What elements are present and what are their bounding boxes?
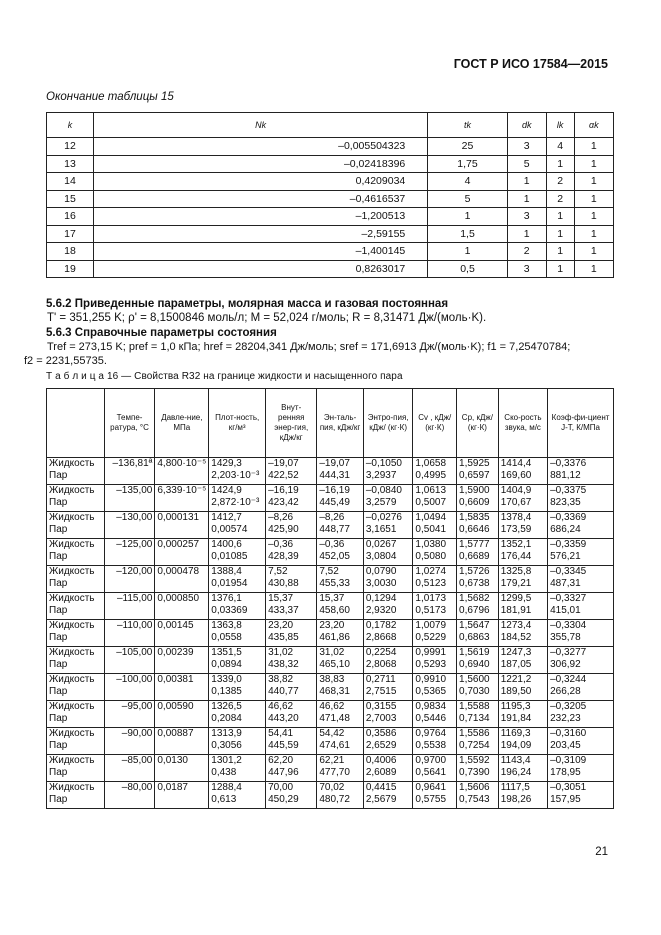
- table-15: [46, 112, 614, 278]
- table-cell: 1: [546, 243, 574, 261]
- column-header: lk: [546, 113, 574, 138]
- table-cell: 1352,1 176,44: [498, 539, 547, 566]
- table-cell: 0,00239: [155, 647, 209, 674]
- table-cell: 1299,5 181,91: [498, 593, 547, 620]
- table-cell: –2,59155: [94, 225, 428, 243]
- table-cell: 0,4415 2,5679: [363, 782, 413, 809]
- column-header: Nk: [94, 113, 428, 138]
- table-cell: –0,3304 355,78: [548, 620, 614, 647]
- table-row: [47, 458, 614, 485]
- table-cell: –0,3375 823,35: [548, 485, 614, 512]
- table-cell: 1376,1 0,03369: [209, 593, 266, 620]
- table-cell: 0,00887: [155, 728, 209, 755]
- table-cell: Жидкость Пар: [47, 755, 105, 782]
- table-row: [47, 620, 614, 647]
- table-cell: 70,00 450,29: [266, 782, 317, 809]
- table-cell: Жидкость Пар: [47, 647, 105, 674]
- column-header: Темпе-ратура, °С: [104, 389, 155, 458]
- table-cell: 13: [47, 155, 94, 173]
- table-cell: 1,5777 0,6689: [457, 539, 499, 566]
- table-cell: –105,00: [104, 647, 155, 674]
- table-cell: 0,9700 0,5641: [413, 755, 457, 782]
- table-cell: 1: [574, 173, 613, 191]
- table-16: [46, 388, 614, 809]
- column-header: Эн-таль-пия, кДж/кг: [317, 389, 363, 458]
- table-cell: 70,02 480,72: [317, 782, 363, 809]
- table-cell: 0,9910 0,5365: [413, 674, 457, 701]
- column-header: Плот-ность, кг/м³: [209, 389, 266, 458]
- table-cell: 0,00381: [155, 674, 209, 701]
- page-number: 21: [595, 846, 608, 858]
- table-cell: Жидкость Пар: [47, 674, 105, 701]
- table-cell: Жидкость Пар: [47, 620, 105, 647]
- table-cell: 23,20 435,85: [266, 620, 317, 647]
- table-cell: 1,0658 0,4995: [413, 458, 457, 485]
- table-cell: 0,4006 2,6089: [363, 755, 413, 782]
- table-cell: –0,3205 232,23: [548, 701, 614, 728]
- table-cell: 0,5: [428, 260, 507, 278]
- table-cell: Жидкость Пар: [47, 593, 105, 620]
- table-row: [47, 755, 614, 782]
- section-5-6-2: [46, 297, 616, 325]
- table-cell: 14: [47, 173, 94, 191]
- table-cell: 0,0267 3,0804: [363, 539, 413, 566]
- table-cell: –8,26 448,77: [317, 512, 363, 539]
- column-header: [47, 389, 105, 458]
- table-row: [47, 208, 614, 226]
- table-cell: 1424,9 2,872·10⁻³: [209, 485, 266, 512]
- table-row: [47, 674, 614, 701]
- table-caption: Окончание таблицы 15: [46, 91, 174, 103]
- table-cell: 1: [428, 208, 507, 226]
- table-16-header: [47, 389, 614, 458]
- table-cell: –110,00: [104, 620, 155, 647]
- table-cell: –0,3109 178,95: [548, 755, 614, 782]
- table-cell: 1,5600 0,7030: [457, 674, 499, 701]
- table-cell: 62,21 477,70: [317, 755, 363, 782]
- table-cell: –0,36 428,39: [266, 539, 317, 566]
- table-cell: 1,5925 0,6597: [457, 458, 499, 485]
- column-header: Давле-ние, МПа: [155, 389, 209, 458]
- column-header: dk: [507, 113, 546, 138]
- table-cell: 1169,3 194,09: [498, 728, 547, 755]
- table-cell: 1,5900 0,6609: [457, 485, 499, 512]
- table-cell: 0,9834 0,5446: [413, 701, 457, 728]
- table-cell: 17: [47, 225, 94, 243]
- table-cell: 1: [574, 208, 613, 226]
- table-cell: 1: [507, 225, 546, 243]
- table-cell: 1325,8 179,21: [498, 566, 547, 593]
- table-cell: –19,07 444,31: [317, 458, 363, 485]
- table-cell: 1,0380 0,5080: [413, 539, 457, 566]
- table-cell: 19: [47, 260, 94, 278]
- table-cell: 1,5588 0,7134: [457, 701, 499, 728]
- table-cell: 1,0274 0,5123: [413, 566, 457, 593]
- table-cell: –1,200513: [94, 208, 428, 226]
- table-cell: 1378,4 173,59: [498, 512, 547, 539]
- table-cell: –136,81ª: [104, 458, 155, 485]
- table-cell: –1,400145: [94, 243, 428, 261]
- table-cell: 18: [47, 243, 94, 261]
- table-cell: 1414,4 169,60: [498, 458, 547, 485]
- table-cell: 1: [574, 190, 613, 208]
- table-cell: 1247,3 187,05: [498, 647, 547, 674]
- table-cell: 62,20 447,96: [266, 755, 317, 782]
- table-cell: 1,5647 0,6863: [457, 620, 499, 647]
- table-cell: 1: [574, 225, 613, 243]
- table-row: [47, 260, 614, 278]
- document-header: ГОСТ Р ИСО 17584—2015: [453, 57, 608, 71]
- table-cell: –80,00: [104, 782, 155, 809]
- column-header: Коэф-фи-циент J-T, К/МПа: [548, 389, 614, 458]
- table-row: [47, 728, 614, 755]
- table-cell: –115,00: [104, 593, 155, 620]
- table-cell: 0,000478: [155, 566, 209, 593]
- table-cell: 1313,9 0,3056: [209, 728, 266, 755]
- table-cell: 1351,5 0,0894: [209, 647, 266, 674]
- table-cell: –0,3051 157,95: [548, 782, 614, 809]
- table-16-caption: Т а б л и ц а 16 — Свойства R32 на границе жидкости и насыщенного пара: [46, 371, 403, 382]
- table-cell: 12: [47, 138, 94, 156]
- table-row: [47, 173, 614, 191]
- table-cell: 5: [507, 155, 546, 173]
- table-row: [47, 566, 614, 593]
- table-cell: 0,000131: [155, 512, 209, 539]
- column-header: Внут-ренняя энер-гия, кДж/кг: [266, 389, 317, 458]
- table-cell: 1,0173 0,5173: [413, 593, 457, 620]
- table-cell: –130,00: [104, 512, 155, 539]
- table-cell: 1: [574, 260, 613, 278]
- table-15-header: [47, 113, 614, 138]
- table-row: [47, 782, 614, 809]
- table-cell: –125,00: [104, 539, 155, 566]
- column-header: Энтро-пия, кДж/ (кг·К): [363, 389, 413, 458]
- table-cell: 31,02 438,32: [266, 647, 317, 674]
- column-header: αk: [574, 113, 613, 138]
- table-cell: 1,75: [428, 155, 507, 173]
- section-5-6-2-text: T' = 351,255 K; ρ' = 8,1500846 моль/л; M = 52,024 г/моль; R = 8,31471 Дж/(моль·K).: [47, 312, 487, 325]
- table-cell: 1,0613 0,5007: [413, 485, 457, 512]
- table-cell: –90,00: [104, 728, 155, 755]
- table-cell: 1404,9 170,67: [498, 485, 547, 512]
- table-cell: 0,3155 2,7003: [363, 701, 413, 728]
- table-row: [47, 647, 614, 674]
- table-cell: 1,5586 0,7254: [457, 728, 499, 755]
- table-cell: 1: [574, 138, 613, 156]
- table-cell: Жидкость Пар: [47, 485, 105, 512]
- table-cell: –0,0840 3,2579: [363, 485, 413, 512]
- table-cell: 1: [546, 208, 574, 226]
- table-cell: –16,19 423,42: [266, 485, 317, 512]
- table-cell: 1,5835 0,6646: [457, 512, 499, 539]
- table-cell: 0,1782 2,8668: [363, 620, 413, 647]
- table-cell: 1143,4 196,24: [498, 755, 547, 782]
- section-5-6-3-text: Tref = 273,15 K; pref = 1,0 кПа; href = 28204,341 Дж/моль; sref = 171,6913 Дж/(моль·K); f1 = 7,25470784;: [47, 341, 571, 354]
- table-cell: 1: [546, 225, 574, 243]
- table-cell: –100,00: [104, 674, 155, 701]
- table-cell: Жидкость Пар: [47, 566, 105, 593]
- table-cell: 1288,4 0,613: [209, 782, 266, 809]
- table-cell: –135,00: [104, 485, 155, 512]
- column-header: tk: [428, 113, 507, 138]
- table-cell: 0,2254 2,8068: [363, 647, 413, 674]
- table-cell: –0,4616537: [94, 190, 428, 208]
- table-cell: 3: [507, 208, 546, 226]
- column-header: k: [47, 113, 94, 138]
- table-cell: Жидкость Пар: [47, 512, 105, 539]
- table-cell: 1117,5 198,26: [498, 782, 547, 809]
- table-cell: 0,0790 3,0030: [363, 566, 413, 593]
- table-cell: –85,00: [104, 755, 155, 782]
- table-cell: 1: [574, 243, 613, 261]
- table-cell: 2: [546, 173, 574, 191]
- section-5-6-3: [24, 326, 616, 369]
- table-cell: Жидкость Пар: [47, 539, 105, 566]
- column-header: Cv , кДж/ (кг·К): [413, 389, 457, 458]
- table-cell: Жидкость Пар: [47, 458, 105, 485]
- table-cell: –120,00: [104, 566, 155, 593]
- table-cell: 1,5606 0,7543: [457, 782, 499, 809]
- table-cell: 1,5619 0,6940: [457, 647, 499, 674]
- table-cell: 1,5592 0,7390: [457, 755, 499, 782]
- table-cell: 1,0494 0,5041: [413, 512, 457, 539]
- table-cell: 46,62 471,48: [317, 701, 363, 728]
- table-cell: –0,3160 203,45: [548, 728, 614, 755]
- table-cell: 1,5726 0,6738: [457, 566, 499, 593]
- column-header: Ско-рость звука, м/с: [498, 389, 547, 458]
- table-cell: –0,36 452,05: [317, 539, 363, 566]
- table-row: [47, 225, 614, 243]
- table-row: [47, 593, 614, 620]
- table-cell: 1: [507, 173, 546, 191]
- table-cell: 38,83 468,31: [317, 674, 363, 701]
- table-cell: 1388,4 0,01954: [209, 566, 266, 593]
- table-cell: 3: [507, 260, 546, 278]
- table-row: [47, 155, 614, 173]
- table-cell: 15: [47, 190, 94, 208]
- table-cell: 31,02 465,10: [317, 647, 363, 674]
- table-cell: –19,07 422,52: [266, 458, 317, 485]
- table-cell: 1363,8 0,0558: [209, 620, 266, 647]
- table-row: [47, 138, 614, 156]
- table-cell: 25: [428, 138, 507, 156]
- table-cell: 54,42 474,61: [317, 728, 363, 755]
- table-cell: 2: [507, 243, 546, 261]
- section-5-6-2-title: 5.6.2 Приведенные параметры, молярная масса и газовая постоянная: [46, 298, 449, 310]
- table-cell: 16: [47, 208, 94, 226]
- table-row: [47, 701, 614, 728]
- table-cell: 23,20 461,86: [317, 620, 363, 647]
- table-cell: –0,3244 266,28: [548, 674, 614, 701]
- table-row: [47, 539, 614, 566]
- table-cell: –0,3345 487,31: [548, 566, 614, 593]
- table-cell: 0,9764 0,5538: [413, 728, 457, 755]
- table-row: [47, 485, 614, 512]
- table-cell: –0,02418396: [94, 155, 428, 173]
- table-cell: 54,41 445,59: [266, 728, 317, 755]
- table-cell: –0,3359 576,21: [548, 539, 614, 566]
- table-cell: 0,00590: [155, 701, 209, 728]
- table-cell: 4,800·10⁻⁵: [155, 458, 209, 485]
- table-cell: 1: [428, 243, 507, 261]
- table-cell: 0,0130: [155, 755, 209, 782]
- table-cell: 0,000850: [155, 593, 209, 620]
- table-cell: –16,19 445,49: [317, 485, 363, 512]
- table-cell: 0,2711 2,7515: [363, 674, 413, 701]
- table-cell: 1195,3 191,84: [498, 701, 547, 728]
- section-5-6-3-text-cont: f2 = 2231,55735.: [24, 355, 107, 368]
- table-cell: –0,3327 415,01: [548, 593, 614, 620]
- table-cell: 3: [507, 138, 546, 156]
- table-cell: 46,62 443,20: [266, 701, 317, 728]
- table-row: [47, 512, 614, 539]
- table-cell: 1: [546, 155, 574, 173]
- table-cell: 6,339·10⁻⁵: [155, 485, 209, 512]
- table-cell: 0,000257: [155, 539, 209, 566]
- table-cell: 38,82 440,77: [266, 674, 317, 701]
- table-cell: 1221,2 189,50: [498, 674, 547, 701]
- table-cell: 0,3586 2,6529: [363, 728, 413, 755]
- table-cell: –0,1050 3,2937: [363, 458, 413, 485]
- column-header: Cp, кДж/ (кг·К): [457, 389, 499, 458]
- table-cell: 1,0079 0,5229: [413, 620, 457, 647]
- table-cell: –8,26 425,90: [266, 512, 317, 539]
- table-cell: 0,8263017: [94, 260, 428, 278]
- table-cell: 4: [546, 138, 574, 156]
- table-cell: 1326,5 0,2084: [209, 701, 266, 728]
- table-cell: –0,0276 3,1651: [363, 512, 413, 539]
- table-cell: –95,00: [104, 701, 155, 728]
- table-row: [47, 243, 614, 261]
- table-cell: –0,3376 881,12: [548, 458, 614, 485]
- table-cell: 1412,7 0,00574: [209, 512, 266, 539]
- table-cell: 0,1294 2,9320: [363, 593, 413, 620]
- table-cell: 7,52 430,88: [266, 566, 317, 593]
- table-cell: –0,3277 306,92: [548, 647, 614, 674]
- table-cell: 0,00145: [155, 620, 209, 647]
- table-cell: 1,5682 0,6796: [457, 593, 499, 620]
- table-cell: 5: [428, 190, 507, 208]
- table-cell: 1400,6 0,01085: [209, 539, 266, 566]
- table-cell: 1: [546, 260, 574, 278]
- table-cell: 0,4209034: [94, 173, 428, 191]
- table-cell: 0,9641 0,5755: [413, 782, 457, 809]
- table-cell: –0,005504323: [94, 138, 428, 156]
- table-cell: 1: [507, 190, 546, 208]
- table-cell: –0,3369 686,24: [548, 512, 614, 539]
- table-cell: 1,5: [428, 225, 507, 243]
- table-cell: 0,9991 0,5293: [413, 647, 457, 674]
- table-row: [47, 190, 614, 208]
- table-cell: 15,37 458,60: [317, 593, 363, 620]
- table-cell: 1301,2 0,438: [209, 755, 266, 782]
- table-cell: Жидкость Пар: [47, 782, 105, 809]
- table-cell: 4: [428, 173, 507, 191]
- table-cell: 1429,3 2,203·10⁻³: [209, 458, 266, 485]
- table-cell: Жидкость Пар: [47, 728, 105, 755]
- table-cell: 2: [546, 190, 574, 208]
- table-cell: Жидкость Пар: [47, 701, 105, 728]
- table-cell: 1273,4 184,52: [498, 620, 547, 647]
- table-cell: 1339,0 0,1385: [209, 674, 266, 701]
- table-cell: 7,52 455,33: [317, 566, 363, 593]
- table-cell: 1: [574, 155, 613, 173]
- section-5-6-3-title: 5.6.3 Справочные параметры состояния: [46, 327, 277, 339]
- table-cell: 15,37 433,37: [266, 593, 317, 620]
- table-cell: 0,0187: [155, 782, 209, 809]
